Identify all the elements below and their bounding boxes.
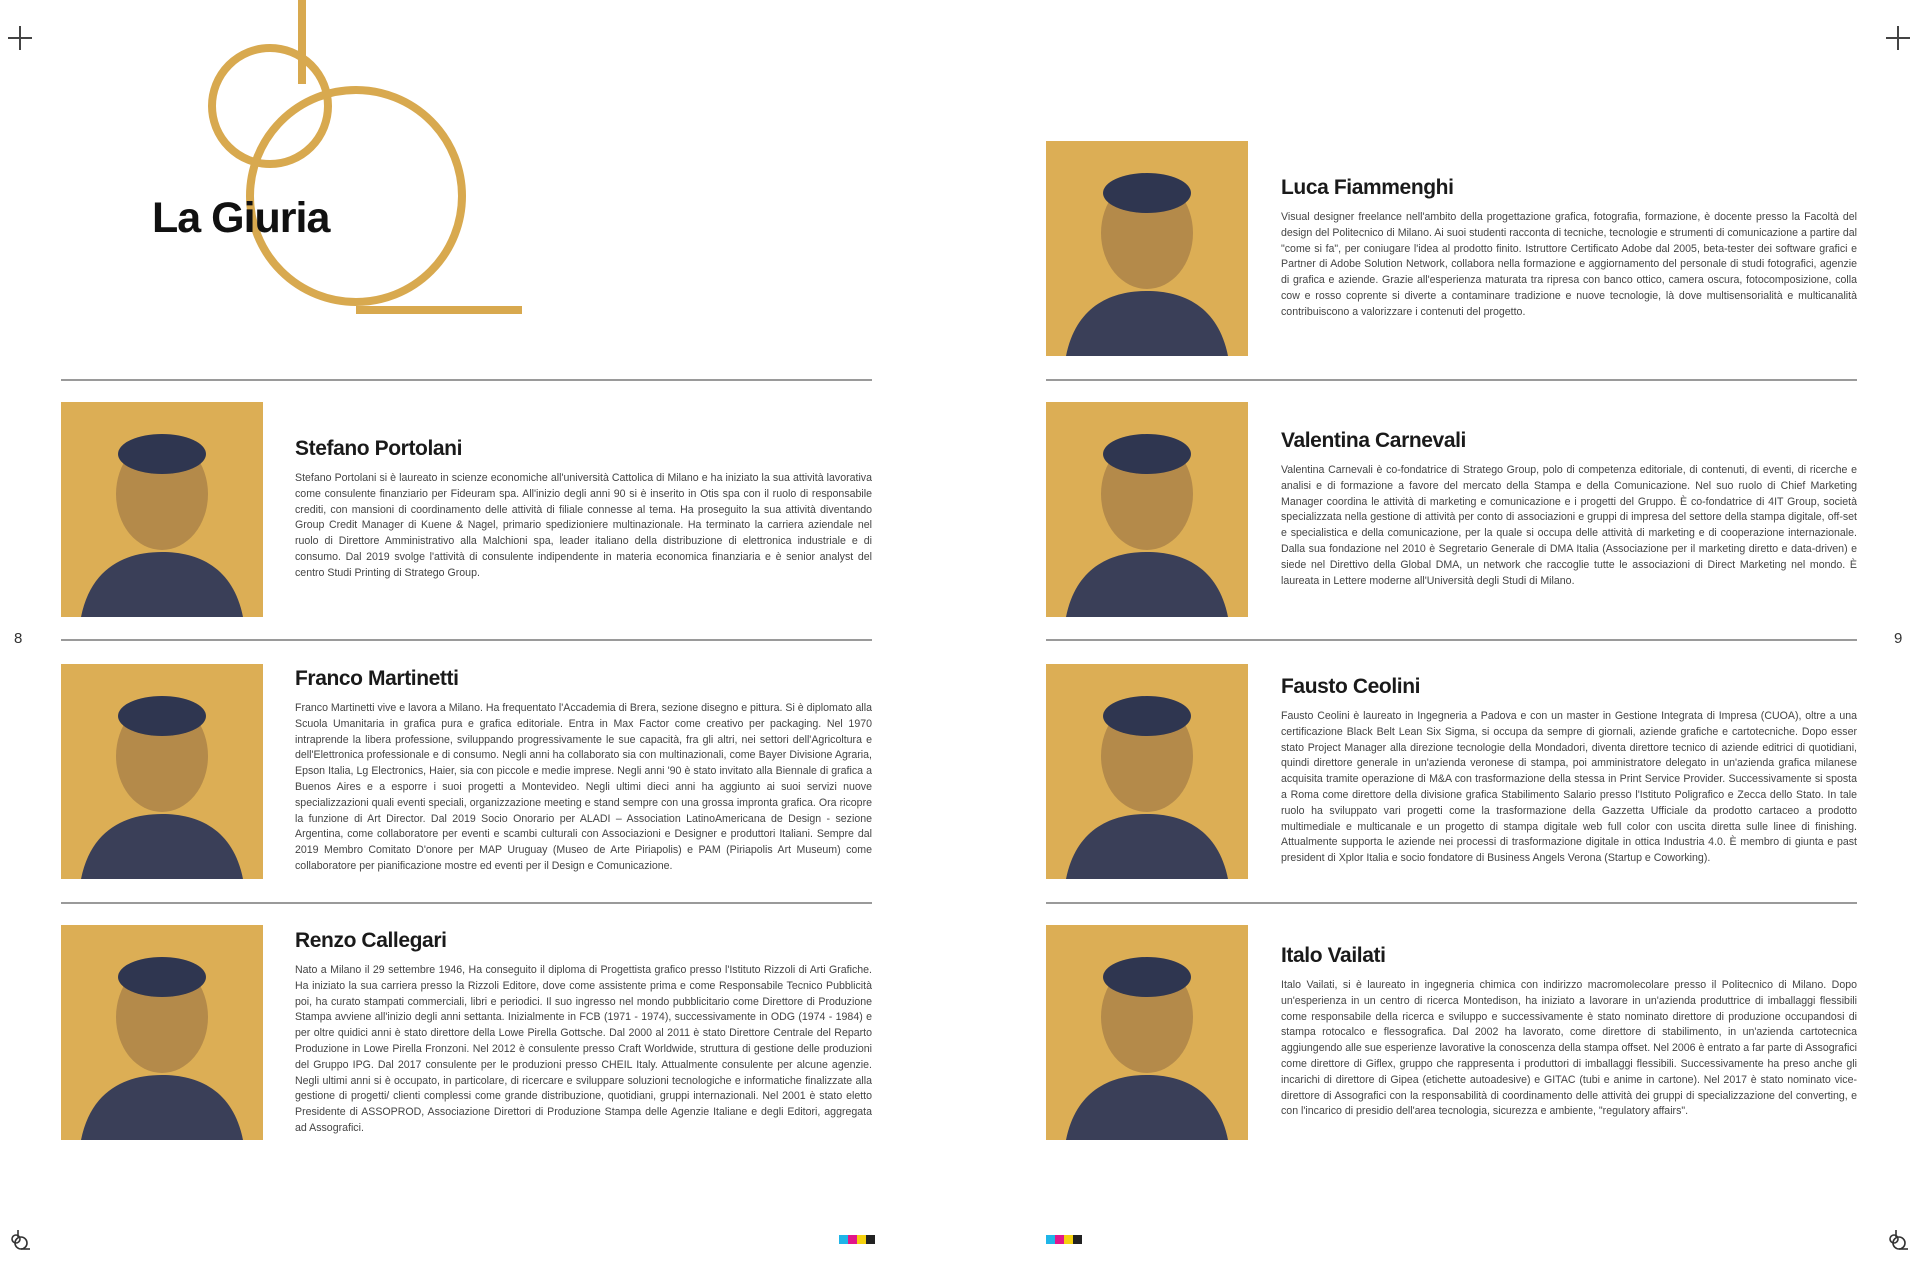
juror-photo	[61, 925, 263, 1140]
juror-name: Renzo Callegari	[295, 929, 447, 952]
divider	[1046, 902, 1857, 904]
juror-bio: Valentina Carnevali è co-fondatrice di Stratego Group, polo di competenza editoriale, di contenuti, di eventi, di ricerche e analisi e di formazione a favore del mercato della Stampa e della Comunicazione. Nel suo ruolo di Chief Marketing Manager coordina le attività di marketing e comunicazione e i progetti del Gruppo. È co-fondatrice di 4IT Group, società specializzata nella gestione di attività per conto di associazioni e gruppi di impresa del settore della stampa digitale, off-set e specialistica e della comunicazione, per la quale si occupa delle attività di marketing e di cooperazione internazionale. Dalla sua fondazione nel 2010 è Segretario Generale di DMA Italia (Associazione per il marketing diretto e data-driven) e siede nel Direttivo della Global DMA, un network che raccoglie tutte le associazioni di Direct Marketing nel mondo. È laureata in Lettere moderne all'Università degli Studi di Milano.	[1281, 464, 1857, 587]
juror-bio: Fausto Ceolini è laureato in Ingegneria a Padova e con un master in Gestione Integrata di Impresa (CUOA), oltre a una certificazione Black Belt Lean Six Sigma, si occupa da sempre di giornali, aziende grafiche e cartotecniche. Dopo esser stato Project Manager alla direzione tecnologie della Mondadori, diventa direttore tecnico di aziende editrici di quotidiani, quindi direttore generale in un'azienda veronese di stampa, poi amministratore delegato in un'azienda grafica milanese acquisita tramite operazione di M&A con trasformazione della stessa in Print Service Provider. Successivamente si sposta a Roma come direttore della divisione grafica Stabilimento Salario presso l'Istituto Poligrafico e Zecca dello Stato. In tale ruolo ha sviluppato vari progetti come la trasformazione della Gazzetta Ufficiale da prodotto cartaceo a prodotto multimediale e multicanale e un progetto di stampa digitale web full color con uscita diretta sulle linee di finishing. Attualmente supporta le aziende nei processi di trasformazione digitale in ottica Industria 4.0. È membro di giunta e past president di Xplor Italia e socio fondatore di Business Angels Verona (Startup e Coworking).	[1281, 710, 1857, 865]
page-title: La Giuria	[152, 194, 330, 242]
color-bar-right	[1046, 1235, 1082, 1244]
juror-name: Valentina Carnevali	[1281, 429, 1466, 452]
divider	[1046, 379, 1857, 381]
divider	[61, 379, 872, 381]
logo-mark-icon	[8, 1228, 32, 1252]
color-bar-left	[839, 1235, 875, 1244]
juror-photo	[61, 402, 263, 617]
crop-mark-top-right	[1886, 26, 1910, 50]
juror-photo	[1046, 664, 1248, 879]
crop-mark-top-left	[8, 26, 32, 50]
decorative-monogram-graphic	[170, 0, 530, 330]
page-number-left: 8	[14, 630, 23, 647]
juror-photo	[1046, 402, 1248, 617]
divider	[61, 639, 872, 641]
juror-bio: Nato a Milano il 29 settembre 1946, Ha conseguito il diploma di Progettista grafico presso l'Istituto Rizzoli di Arti Grafiche. Ha iniziato la sua carriera presso la Rizzoli Editore, dove come assistente prima e come Responsabile Tecnico Pubblicità poi, ha curato stampati commerciali, libri e periodici. Il suo ingresso nel mondo pubblicitario come Direttore di Produzione Stampa avviene all'inizio degli anni settanta. Inizialmente in FCB (1971 - 1974), successivamente in ODG (1974 - 1984) e per oltre quidici anni è stato direttore della Lowe Pirella Gottsche. Dal 2000 al 2011 è stato Direttore Centrale del Reparto Produzione in Lowe Pirella Fronzoni. Nel 2012 è consulente presso Craft Worldwide, struttura di gestione delle produzioni del Gruppo IPG. Dal 2017 consulente per le produzioni presso CHEIL Italy. Attualmente consulente per alcune agenzie. Negli ultimi anni si è occupato, in particolare, di ricercare e sviluppare soluzioni tecnologiche e informatiche finalizzate alla gestione di progetti/ clienti complessi come grande distribuzione, quotidiani, gruppi internazionali. Nel 2001 è stato eletto Presidente di ASSOPROD, Associazione Direttori di Produzione Stampa delle Agenzie Italiane e degli Editori, aggregata ad Assografici.	[295, 964, 872, 1134]
juror-name: Italo Vailati	[1281, 944, 1386, 967]
juror-bio: Franco Martinetti vive e lavora a Milano. Ha frequentato l'Accademia di Brera, sezione disegno e pittura. Si è diplomato alla Scuola Umanitaria in grafica pura e grafica editoriale. Entra in Max Factor come creativo per packaging. Nel 1970 intraprende la libera professione, sviluppando progressivamente le sue capacità, fra gli altri, nei settori dell'Agricoltura e dell'Elettronica professionale e di consumo. Negli anni ha collaborato sia con multinazionali, come Bayer Divisione Agraria, Epson Italia, Lg Electronics, Haier, sia con piccole e medie imprese. Negli anni '90 è stato invitato alla Biennale di grafica a Buenos Aires e a esporre i suoi progetti a Montevideo. Negli ultimi dieci anni ha aggiunto ai suoi servizi nuove specializzazioni quali eventi speciali, organizzazione meeting e stand sempre con una grossa impronta grafica. Ora ricopre la funzione di Art Director. Dal 2019 Socio Onorario per ALADI – Association LatinoAmericana de Design - sezione Argentina, come collaboratore per eventi e scambi culturali con Associazioni e Designer e produttori Italiani. Sempre dal 2019 Membro Comitato D'onore per MAP Uruguay (Museo de Arte Piriapolis) e PAM (Piriapolis Art Museum) come collaboratore per pianificazione mostre ed eventi per il Design e Comunicazione.	[295, 702, 872, 872]
juror-photo	[1046, 141, 1248, 356]
page-number-right: 9	[1894, 630, 1903, 647]
divider	[61, 902, 872, 904]
juror-bio: Visual designer freelance nell'ambito della progettazione grafica, fotografia, formazione, è docente presso la Facoltà del design del Politecnico di Milano. Ai suoi studenti racconta di tecniche, tecnologie e strumenti di comunicazione a partire dal "come si fa", per coniugare l'idea al prodotto finito. Istruttore Certificato Adobe dal 2005, beta-tester dei software grafici e Partner di Adobe Solution Network, collabora nella formazione e aggiornamento del personale di studi fotografici, agenzie di grafica e aziende. Grazie all'esperienza maturata tra ripresa con banco ottico, camera oscura, fotocomposizione, colla cow e rosso coprente si diverte a contaminare tradizione e nuove tecnologie, là dove multisensorialità e multicanalità contribuiscono a valorizzare i contenuti del progetto.	[1281, 211, 1857, 318]
juror-name: Stefano Portolani	[295, 437, 463, 460]
juror-bio: Italo Vailati, si è laureato in ingegneria chimica con indirizzo macromolecolare presso il Politecnico di Milano. Dopo un'esperienza in un centro di ricerca Montedison, ha iniziato a lavorare in un'azienda produttrice di imballaggi flessibili come responsabile della ricerca e sviluppo e successivamente è stato nominato direttore di produzione occupandosi di stampa rotocalco e flessografica. Dal 2002 ha lavorato, come direttore di stabilimento, in un'azienda cartotecnica aggiungendo alle sue esperienze lavorative la conoscenza della stampa offset. Nel 2006 è entrato a far parte di Assografici come direttore di Giflex, gruppo che rappresenta i produttori di imballaggi flessibili. Successivamente ha preso anche gli incarichi di direttore di Gipea (etichette autoadesive) e GITAC (tubi e anime in cartone). Nel 2017 è stato nominato vice-direttore di Assografici con la responsabilità di coordinamento delle attività dei gruppi di specializzazione del converting, e con l'incarico di presidio dell'area tecnologia, sicurezza e ambiente, "regulatory affairs".	[1281, 979, 1857, 1118]
juror-name: Luca Fiammenghi	[1281, 176, 1454, 199]
juror-name: Fausto Ceolini	[1281, 675, 1421, 698]
juror-name: Franco Martinetti	[295, 667, 459, 690]
logo-mark-icon	[1886, 1228, 1910, 1252]
juror-photo	[61, 664, 263, 879]
juror-photo	[1046, 925, 1248, 1140]
juror-bio: Stefano Portolani si è laureato in scienze economiche all'università Cattolica di Milano e ha iniziato la sua attività lavorativa come consulente finanziario per Fideuram spa. All'inizio degli anni 90 si è inserito in Otis spa con il ruolo di responsabile crediti, con mansioni di coordinamento delle attività di filiale connesse al tema. Ha proseguito la sua attività diventando Group Credit Manager di Kuene & Nagel, primario spedizioniere multinazionale. Ha terminato la carriera aziendale nel ruolo di Direttore Amministrativo alla Malchioni spa, leader italiano della distribuzione di elettronica industriale e di consumo. Dal 2019 svolge l'attività di consulente indipendente in materia economica finanziaria e è senior analyst del centro Studi Printing di Stratego Group.	[295, 472, 872, 579]
divider	[1046, 639, 1857, 641]
